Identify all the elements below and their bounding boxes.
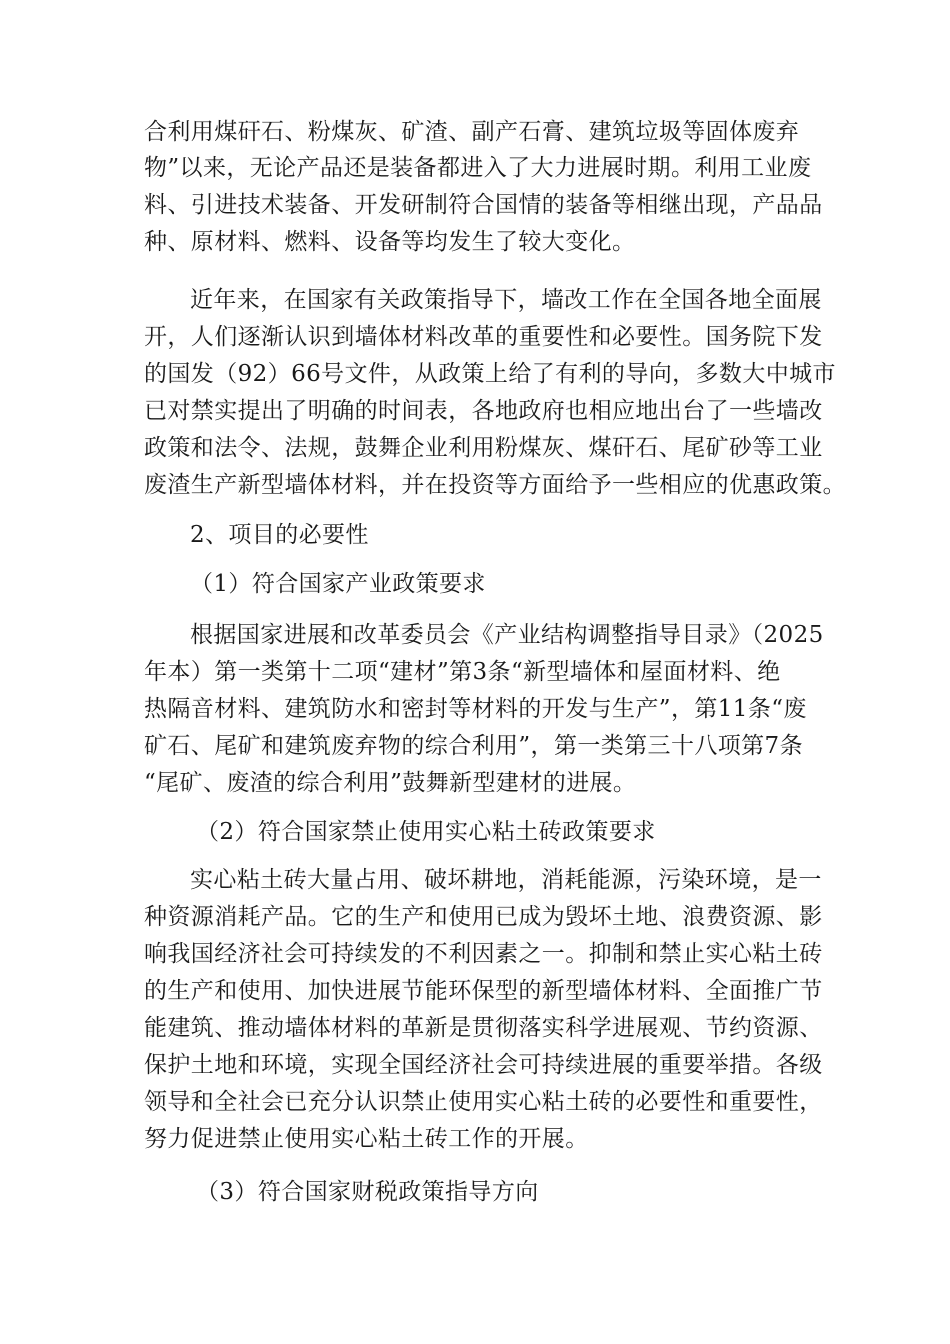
text-line: 已对禁实提出了明确的时间表，各地政府也相应地出台了一些墙改 — [144, 398, 823, 424]
text-line: 领导和全社会已充分认识禁止使用实心粘土砖的必要性和重要性， — [144, 1089, 823, 1115]
text-line: 近年来，在国家有关政策指导下，墙改工作在全国各地全面展 — [190, 287, 822, 313]
text-line: 的国发（92）66号文件，从政策上给了有利的导向，多数大中城市 — [144, 361, 836, 387]
text-line: 料、引进技术装备、开发研制符合国情的装备等相继出现，产品品 — [144, 192, 823, 218]
text-line: 政策和法令、法规，鼓舞企业利用粉煤灰、煤矸石、尾矿砂等工业 — [144, 435, 823, 461]
subsection-heading: （3）符合国家财税政策指导方向 — [196, 1179, 539, 1205]
text-line: 种资源消耗产品。它的生产和使用已成为毁坏土地、浪费资源、影 — [144, 904, 823, 930]
text-line: 的生产和使用、加快进展节能环保型的新型墙体材料、全面推广节 — [144, 978, 823, 1004]
text-line: 努力促进禁止使用实心粘土砖工作的开展。 — [144, 1126, 589, 1152]
text-line: 开，人们逐渐认识到墙体材料改革的重要性和必要性。国务院下发 — [144, 324, 823, 350]
text-line: 根据国家进展和改革委员会《产业结构调整指导目录》（2025 — [190, 622, 824, 648]
text-line: 矿石、尾矿和建筑废弃物的综合利用”，第一类第三十八项第7条 — [144, 733, 803, 759]
text-line: 年本）第一类第十二项“建材”第3条“新型墙体和屋面材料、绝 — [144, 659, 781, 685]
subsection-heading: （2）符合国家禁止使用实心粘土砖政策要求 — [196, 819, 656, 845]
subsection-heading: （1）符合国家产业政策要求 — [190, 571, 486, 597]
text-line: 能建筑、推动墙体材料的革新是贯彻落实科学进展观、节约资源、 — [144, 1015, 823, 1041]
text-line: “尾矿、废渣的综合利用”鼓舞新型建材的进展。 — [144, 770, 637, 796]
text-line: 保护土地和环境，实现全国经济社会可持续进展的重要举措。各级 — [144, 1052, 823, 1078]
text-line: 响我国经济社会可持续发的不利因素之一。抑制和禁止实心粘土砖 — [144, 941, 823, 967]
text-line: 废渣生产新型墙体材料，并在投资等方面给予一些相应的优惠政策。 — [144, 472, 846, 498]
section-heading: 2、项目的必要性 — [190, 522, 369, 548]
text-line: 实心粘土砖大量占用、破坏耕地，消耗能源，污染环境，是一 — [190, 867, 822, 893]
text-line: 热隔音材料、建筑防水和密封等材料的开发与生产”，第11条“废 — [144, 696, 807, 722]
text-line: 种、原材料、燃料、设备等均发生了较大变化。 — [144, 229, 636, 255]
text-line: 合利用煤矸石、粉煤灰、矿渣、副产石膏、建筑垃圾等固体废弃 — [144, 119, 800, 145]
text-line: 物”以来，无论产品还是装备都进入了大力进展时期。利用工业废 — [144, 155, 812, 181]
